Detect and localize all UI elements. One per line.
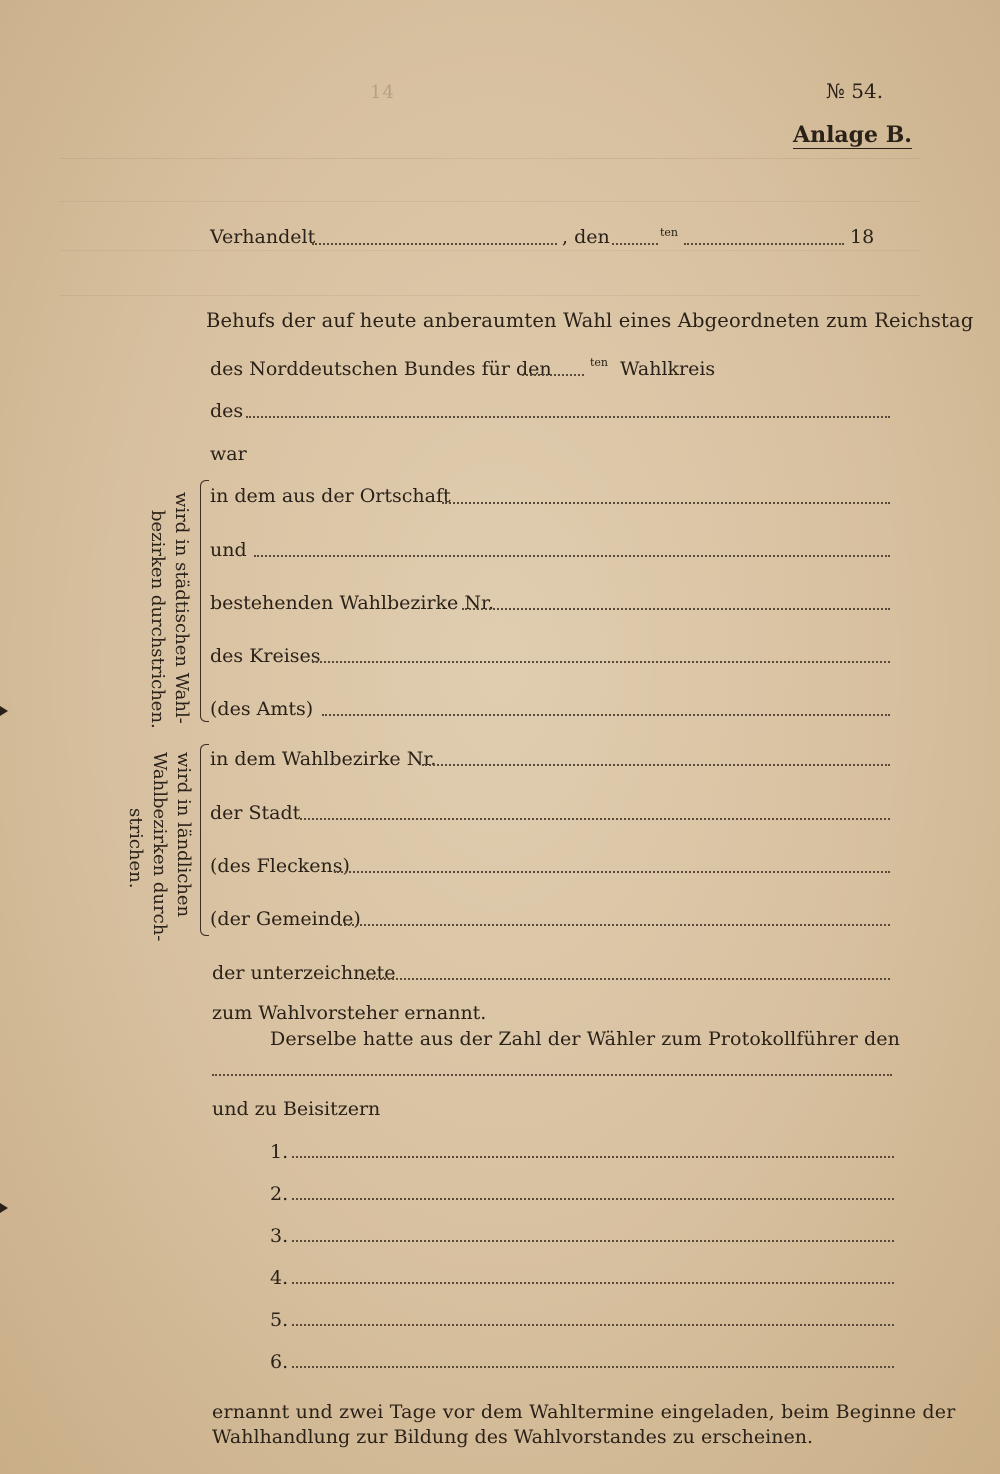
gemeinde-field[interactable]	[340, 924, 890, 926]
rural-item-gemeinde: (der Gemeinde)	[210, 908, 361, 930]
day-field[interactable]	[612, 243, 658, 245]
des-field[interactable]	[246, 416, 890, 418]
assessor-number-4: 4.	[270, 1267, 289, 1289]
rural-item-wahlbezirk: in dem Wahlbezirke Nr.	[210, 748, 437, 770]
assessor-number-3: 3.	[270, 1225, 289, 1247]
rural-side-note-line-3: strichen.	[125, 808, 146, 889]
urban-side-note-line-1: wird in städtischen Wahl-	[171, 492, 192, 724]
rural-item-stadt: der Stadt	[210, 802, 301, 824]
den-label: , den	[562, 226, 610, 248]
place-field[interactable]	[312, 243, 557, 245]
binding-mark-icon	[0, 706, 8, 716]
assessor-number-5: 5.	[270, 1309, 289, 1331]
urban-item-ortschaft: in dem aus der Ortschaft	[210, 485, 451, 507]
protokollfuehrer-field[interactable]	[212, 1074, 892, 1076]
ten-superscript: ten	[660, 226, 679, 239]
urban-item-amts: (des Amts)	[210, 698, 314, 720]
page-number-faint: 14	[370, 82, 395, 103]
intro-line-3: des	[210, 400, 244, 422]
rural-wahlbezirk-number-field[interactable]	[422, 764, 890, 766]
assessor-number-2: 2.	[270, 1183, 289, 1205]
assessor-field-3[interactable]	[292, 1240, 894, 1242]
ortschaft-field[interactable]	[442, 502, 890, 504]
und-field[interactable]	[254, 555, 890, 557]
appointment-line-3: Derselbe hatte aus der Zahl der Wähler zum Protokollführer den	[270, 1028, 900, 1050]
rural-item-fleckens: (des Fleckens)	[210, 855, 350, 877]
verhandelt-label: Verhandelt	[210, 226, 316, 248]
appointment-line-2: zum Wahlvorsteher ernannt.	[212, 1002, 487, 1024]
urban-wahlbezirk-number-field[interactable]	[462, 608, 890, 610]
ten-superscript-2: ten	[590, 356, 609, 369]
unterzeichnete-field[interactable]	[360, 978, 890, 980]
kreises-field[interactable]	[312, 661, 890, 663]
closing-line-2: Wahlhandlung zur Bildung des Wahlvorstandes zu erscheinen.	[212, 1426, 813, 1448]
intro-line-1: Behufs der auf heute anberaumten Wahl eines Abgeordneten zum Reichstag	[206, 309, 974, 332]
stadt-field[interactable]	[300, 818, 890, 820]
urban-item-und: und	[210, 539, 247, 561]
annex-label: Anlage B.	[793, 122, 912, 148]
document-number: № 54.	[826, 79, 884, 103]
assessor-field-5[interactable]	[292, 1324, 894, 1326]
assessor-number-6: 6.	[270, 1351, 289, 1373]
intro-line-2-end: Wahlkreis	[620, 358, 716, 380]
appointment-line-4: und zu Beisitzern	[212, 1098, 381, 1120]
appointment-line-1: der unterzeichnete	[212, 962, 396, 984]
intro-line-4: war	[210, 443, 247, 465]
fleckens-field[interactable]	[334, 871, 890, 873]
assessor-number-1: 1.	[270, 1141, 289, 1163]
urban-block-bracket	[200, 480, 209, 722]
urban-item-wahlbezirk: bestehenden Wahlbezirke Nr.	[210, 592, 494, 614]
month-field[interactable]	[684, 243, 844, 245]
binding-mark-icon	[0, 1203, 8, 1213]
rural-side-note-line-2: Wahlbezirken durch-	[149, 752, 170, 942]
constituency-number-field[interactable]	[522, 374, 584, 376]
closing-line-1: ernannt und zwei Tage vor dem Wahltermine eingeladen, beim Beginne der	[212, 1401, 956, 1423]
assessor-field-2[interactable]	[292, 1198, 894, 1200]
urban-item-kreises: des Kreises	[210, 645, 321, 667]
urban-side-note-line-2: bezirken durchstrichen.	[147, 510, 168, 729]
assessor-field-4[interactable]	[292, 1282, 894, 1284]
amts-field[interactable]	[322, 714, 890, 716]
intro-line-2-start: des Norddeutschen Bundes für den	[210, 358, 552, 380]
rural-block-bracket	[200, 744, 209, 936]
assessor-field-1[interactable]	[292, 1156, 894, 1158]
rural-side-note-line-1: wird in ländlichen	[173, 752, 194, 918]
assessor-field-6[interactable]	[292, 1366, 894, 1368]
year-prefix: 18	[850, 226, 875, 248]
